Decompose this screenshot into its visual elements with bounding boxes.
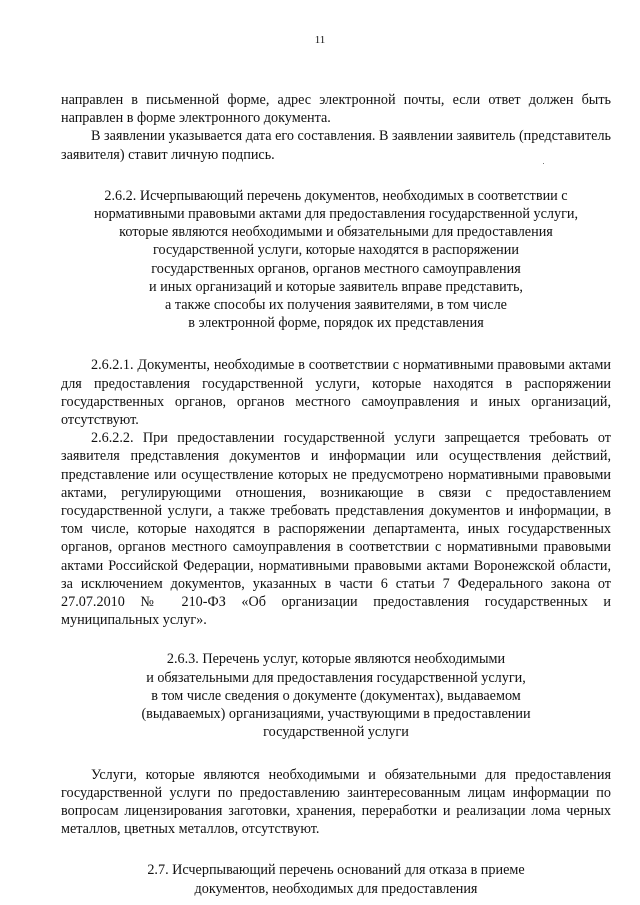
heading-line: государственной услуги, которые находятся в распоряжении bbox=[153, 242, 519, 259]
section-heading-2-6-3 bbox=[61, 650, 611, 741]
paragraph-2-6-3: Услуги, которые являются необходимыми и обязательными для предоставления государственной услуги по предоставлению заинтересованным лицам информации по вопросам лицензирования заготовки, хранения, переработки и реализации лома черных металлов, цветных металлов, отсутствуют. bbox=[61, 766, 611, 838]
heading-line: 2.7. Исчерпывающий перечень оснований для отказа в приеме bbox=[147, 862, 525, 879]
heading-line: нормативными правовыми актами для предоставления государственной услуги, bbox=[93, 206, 579, 223]
heading-line: государственной услуги bbox=[263, 724, 409, 741]
paragraph-2-6-2-1: 2.6.2.1. Документы, необходимые в соответствии с нормативными правовыми актами для предоставления государственной услуги, которые находятся в распоряжении государственных органов, органов местного самоуправления и иных организаций, отсутствуют. bbox=[61, 357, 611, 429]
section-heading-2-7 bbox=[61, 861, 611, 897]
heading-line: которые являются необходимыми и обязательными для предоставления bbox=[119, 224, 553, 241]
heading-line: а также способы их получения заявителями, в том числе bbox=[165, 297, 507, 314]
heading-line: и обязательными для предоставления государственной услуги, bbox=[146, 669, 526, 686]
page-number: 11 bbox=[314, 34, 326, 46]
heading-line: и иных организаций и которые заявитель вправе представить, bbox=[149, 278, 523, 295]
heading-line: 2.6.3. Перечень услуг, которые являются необходимыми bbox=[166, 651, 506, 668]
heading-line: документов, необходимых для предоставления bbox=[194, 880, 478, 897]
heading-line: 2.6.2. Исчерпывающий перечень документов, необходимых в соответствии с bbox=[104, 187, 568, 204]
heading-line: государственных органов, органов местного самоуправления bbox=[151, 260, 521, 277]
paragraph-signature: В заявлении указывается дата его составления. В заявлении заявитель (представитель заявителя) ставит личную подпись. bbox=[61, 128, 611, 163]
paragraph-2-6-2-2: 2.6.2.2. При предоставлении государственной услуги запрещается требовать от заявителя представления документов и информации или осуществления действий, представление или осуществление которых не предусмотрено нормативными правовыми актами, регулирующими отношения, возникающие в связи с предоставлением государственной услуги, а также требовать представления документов и информации, в том числе, которые находятся в распоряжении департамента, иных государственных органов, органов местного самоуправления в соответствии с нормативными правовыми актами Российской Федерации, нормативными правовыми актами Воронежской области, за исключением документов, указанных в части 6 статьи 7 Федерального закона от 27.07.2010 № 210-ФЗ «Об организации предоставления государственных и муниципальных услуг». bbox=[61, 430, 611, 629]
heading-line: в том числе сведения о документе (документах), выдаваемом bbox=[151, 687, 521, 704]
paragraph-continuation: направлен в письменной форме, адрес электронной почты, если ответ должен быть направлен в форме электронного документа. bbox=[61, 92, 611, 127]
section-heading-2-6-2 bbox=[61, 187, 611, 333]
heading-line: (выдаваемых) организациями, участвующими в предоставлении bbox=[141, 706, 531, 723]
heading-line: в электронной форме, порядок их представления bbox=[188, 315, 484, 332]
document-body bbox=[61, 91, 611, 898]
